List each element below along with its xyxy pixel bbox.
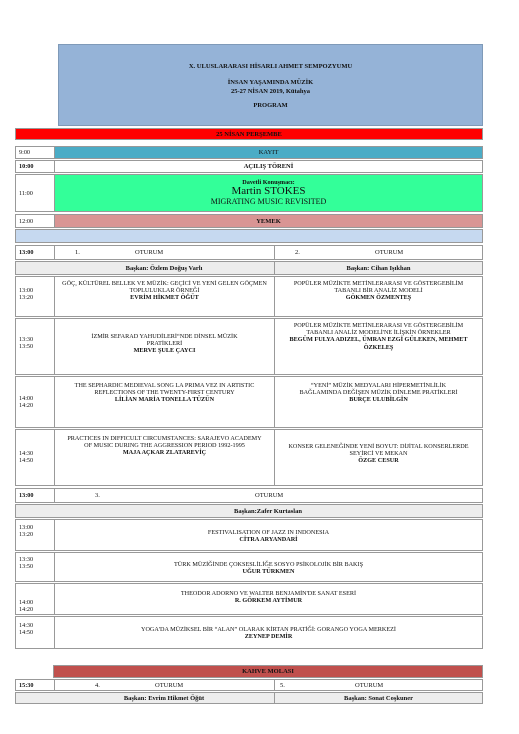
session-1-cell [54, 246, 274, 259]
lunch-label: YEMEK [256, 218, 281, 225]
separator-bar [15, 229, 483, 243]
session-1-2-header [15, 245, 483, 260]
session-2-number: 2. [295, 249, 300, 256]
symposium-date: 25-27 NİSAN 2019, Kütahya [230, 87, 311, 95]
coffee-break-bar [53, 665, 483, 678]
coffee-break-label: KAHVE MOLASI [242, 668, 294, 675]
session-5-cell [274, 680, 482, 690]
session-4-5-chairs [15, 692, 483, 704]
session-1-label: OTURUM [135, 249, 164, 256]
table-row [15, 552, 483, 582]
keynote-row [15, 174, 483, 212]
session-3-time: 13:00 [19, 492, 34, 499]
session-4-label: OTURUM [155, 682, 184, 689]
talk-title: THEODOR ADORNO VE WALTER BENJAMİN'DE SANAT ESERİ [180, 590, 357, 597]
talk-author: ÖZGE CESUR [358, 457, 399, 465]
talk-title: KONSER GELENEĞİNDE YENİ BOYUT: DİJİTAL KONSERLERDE SEYİRCİ VE MEKAN [288, 443, 469, 458]
lunch-row [15, 214, 483, 228]
session-4-cell [54, 680, 274, 690]
table-row [15, 318, 483, 375]
table-row [15, 583, 483, 615]
session-3-header [15, 488, 483, 503]
keynote-title: MIGRATING MUSIC REVISITED [210, 197, 327, 206]
session-4-number: 4. [95, 682, 100, 689]
talk-cell-left [54, 377, 274, 427]
talk-author: BURÇE ULUBİLGİN [349, 396, 408, 404]
talk-cell-right [274, 377, 482, 427]
opening-time: 10:00 [19, 163, 34, 170]
talk-title: FESTIVALISATION OF JAZZ IN INDONESIA [207, 529, 330, 536]
session-5-number: 5. [280, 682, 285, 689]
session-1-2-time: 13:00 [19, 249, 34, 256]
session-5-chair [274, 693, 482, 703]
session-4-5-header [15, 679, 483, 691]
talk-title: POPÜLER MÜZİKTE METİNLERARASI VE GÖSTERGEBİLİM TABANLI BİR ANALİZ MODELİ [293, 280, 464, 295]
talk-title: THE SEPHARDIC MEDIEVAL SONG LA PRIMA VEZ IN ARTISTIC REFLECTIONS OF THE TWENTY-FIRST CENTURY [74, 382, 255, 397]
table-row [15, 376, 483, 428]
talk-author: MAJA AÇKAR ZLATAREVİÇ [122, 449, 207, 457]
session-3-chair-row [15, 504, 483, 518]
talk-title: PRACTICES IN DIFFICULT CIRCUMSTANCES: SARAJEVO ACADEMY OF MUSIC DURING THE AGGRESSION PERIOD 1992-1995 [67, 435, 262, 450]
talk-time: 14:30 14:50 [19, 622, 34, 637]
talk-time: 13:00 13:20 [19, 287, 34, 302]
session-5-label: OTURUM [355, 682, 384, 689]
talk-cell-left [54, 430, 274, 485]
talk-time: 14:00 14:20 [19, 395, 34, 410]
talk-author: UĞUR TÜRKMEN [242, 568, 295, 576]
talk-author: CİTRA ARYANDARİ [239, 536, 298, 544]
talk-author: BEGÜM FULYA ADIZEL, ÜMRAN EZGİ GÜLEKEN, MEHMET ÖZKELEŞ [289, 336, 468, 351]
lunch-cell [54, 215, 482, 227]
session-1-number: 1. [75, 249, 80, 256]
talk-time: 13:30 13:50 [19, 336, 34, 351]
talk-title: İZMİR SEFARAD YAHUDİLERİ“NDE DİNSEL MÜZİK PRATİKLERİ [91, 333, 238, 348]
talk-title: “YENİ” MÜZİK MEDYALARI HİPERMETİNLİLİK BAĞLAMINDA DEĞİŞEN MÜZİK DİNLEME PRATİKLERİ [299, 382, 458, 397]
session-2-chair-text: Başkan: Cihan Işıkhan [346, 265, 411, 272]
keynote-cell [54, 175, 482, 211]
talk-author: R. GÖRKEM AYTİMUR [234, 597, 303, 605]
session-2-cell [274, 246, 482, 259]
talk-time: 13:30 13:50 [19, 556, 34, 571]
opening-label: AÇILIŞ TÖRENİ [243, 163, 294, 170]
talk-author: EVRİM HİKMET ÖĞÜT [130, 294, 199, 302]
talk-cell-right [274, 277, 482, 316]
session-1-2-chairs [15, 261, 483, 275]
talk-cell-left [54, 319, 274, 374]
registration-time: 9:00 [19, 149, 31, 156]
lunch-time: 12:00 [19, 218, 34, 225]
session-2-chair [274, 262, 482, 274]
symposium-title: X. ULUSLARARASI HİSARLI AHMET SEMPOZYUMU [188, 63, 353, 70]
day-label: 25 NİSAN PERŞEMBE [216, 131, 282, 138]
talk-time: 13:00 13:20 [19, 524, 34, 539]
registration-label: KAYIT [258, 149, 279, 156]
session-4-chair [54, 693, 274, 703]
talk-title: POPÜLER MÜZİKTE METİNLERARASI VE GÖSTERGEBİLİM TABANLI ANALİZ MODELİ'NE İLİŞKİN ÖRNEKLER [293, 322, 464, 337]
session-4-5-time: 15:30 [19, 682, 34, 689]
talk-title: YOGA'DA MÜZİKSEL BİR “ALAN” OLARAK KİRTAN PRATİĞİ: GORANGO YOGA MERKEZİ [140, 626, 396, 633]
talk-time: 14:30 14:50 [19, 450, 34, 465]
keynote-time: 11:00 [19, 190, 33, 197]
opening-row [15, 160, 483, 173]
session-4-chair-text: Başkan: Evrim Hikmet Öğüt [123, 695, 205, 702]
talk-time: 14:00 14:20 [19, 599, 34, 614]
session-3-chair [54, 505, 482, 517]
registration-cell [54, 147, 482, 158]
talk-author: MERVE ŞULE ÇAYCI [133, 347, 196, 355]
session-1-chair-text: Başkan: Özlem Doğuş Varlı [125, 265, 203, 272]
talk-title: GÖÇ, KÜLTÜREL BELLEK VE MÜZİK: GEÇİCİ VE YENİ GELEN GÖÇMEN TOPLULUKLAR ÖRNEĞİ [62, 280, 267, 295]
day-bar [15, 128, 483, 140]
registration-row [15, 146, 483, 159]
talk-cell-left [54, 277, 274, 316]
table-row [15, 519, 483, 551]
session-1-chair [54, 262, 274, 274]
talk-cell [54, 584, 482, 614]
session-5-chair-text: Başkan: Sonat Coşkuner [344, 695, 413, 702]
keynote-speaker: Martin STOKES [231, 185, 306, 197]
talk-cell-right [274, 430, 482, 485]
session-3-cell [54, 489, 482, 502]
opening-cell [54, 161, 482, 172]
talk-cell [54, 617, 482, 648]
talk-author: ZEYNEP DEMİR [244, 633, 293, 641]
table-row [15, 276, 483, 317]
talk-cell [54, 520, 482, 550]
talk-author: LİLİAN MARİA TONELLA TÜZÜN [114, 396, 215, 404]
talk-title: TÜRK MÜZİĞİNDE ÇOKSESLİLİĞE SOSYO PSİKOLOJİK BİR BAKIŞ [173, 561, 364, 568]
talk-author: GÖKMEN ÖZMENTEŞ [345, 294, 412, 302]
session-3-chair-text: Başkan:Zafer Kurtaslan [234, 508, 302, 515]
table-row [15, 429, 483, 486]
session-2-label: OTURUM [375, 249, 404, 256]
talk-cell [54, 553, 482, 581]
session-3-number: 3. [95, 492, 100, 499]
program-header [58, 44, 483, 126]
keynote-intro: Davetli Konuşmacı: [242, 179, 295, 186]
session-3-label: OTURUM [255, 492, 284, 499]
symposium-theme: İNSAN YAŞAMINDA MÜZİK [227, 79, 314, 87]
table-row [15, 616, 483, 649]
program-label: PROGRAM [253, 101, 288, 109]
talk-cell-right [274, 319, 482, 374]
